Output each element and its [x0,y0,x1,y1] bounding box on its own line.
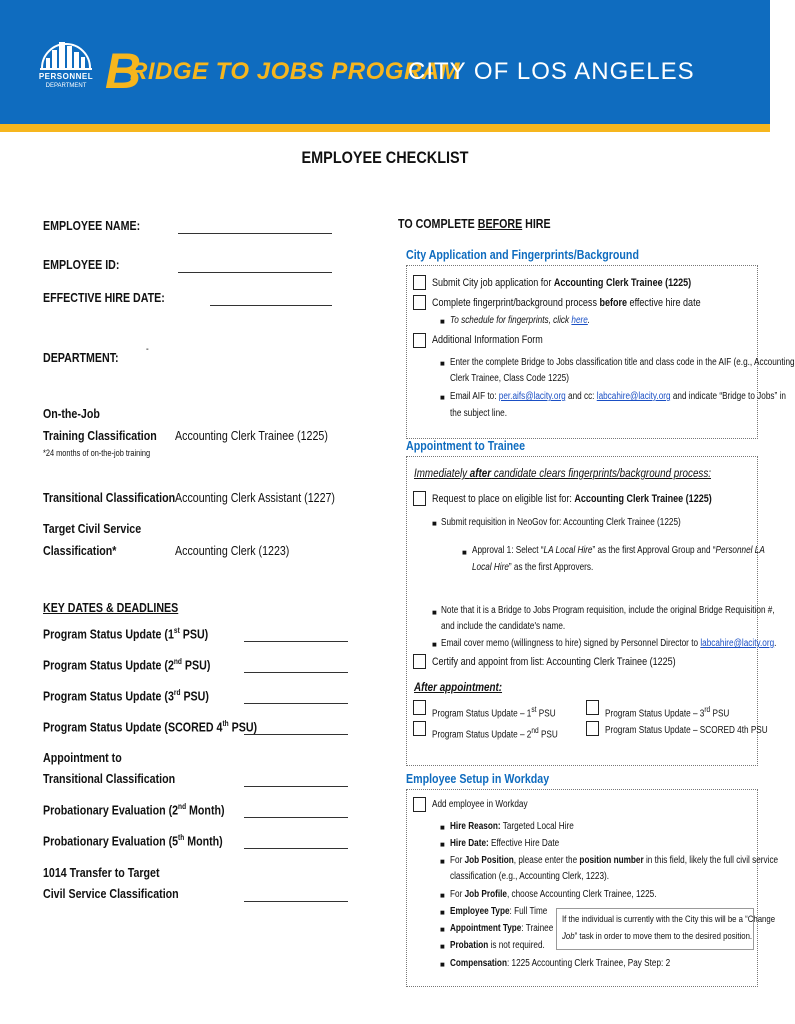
prob2-label: Probationary Evaluation (2nd Month) [43,802,225,818]
labcahire-email-link[interactable]: labcahire@lacity.org [596,391,671,402]
transfer-label-line1: 1014 Transfer to Target [43,865,160,880]
item-certify: Certify and appoint from list: Accounting Clerk Trainee (1225) [432,656,676,668]
item-hire-reason: Hire Reason: Targeted Local Hire [450,821,574,832]
checkbox-aif[interactable] [413,333,426,348]
hire-date-label: EFFECTIVE HIRE DATE: [43,290,165,305]
psu1-label: Program Status Update (1st PSU) [43,626,209,642]
item-add-workday: Add employee in Workday [432,799,528,810]
checkbox-psu2[interactable] [413,721,426,736]
item-approval-line2: Local Hire” as the first Approvers. [472,562,594,573]
bullet-icon: ■ [432,608,437,617]
employee-id-field[interactable] [178,272,332,273]
item-hire-date: Hire Date: Effective Hire Date [450,838,560,849]
item-neogov-requisition: Submit requisition in NeoGov for: Accounting Clerk Trainee (1225) [441,517,681,528]
bullet-icon: ■ [440,925,445,934]
transfer-label-line2: Civil Service Classification [43,886,179,901]
bullet-icon: ■ [440,359,445,368]
item-psu4: Program Status Update – SCORED 4th PSU [605,725,768,736]
checkbox-eligible-list[interactable] [413,491,426,506]
program-title: RIDGE TO JOBS PROGRAM [130,58,461,85]
checkbox-certify[interactable] [413,654,426,669]
item-fingerprint: Complete fingerprint/background process before effective hire date [432,297,701,309]
bullet-icon: ■ [440,317,445,326]
transfer-date-field[interactable] [244,901,348,902]
checkbox-submit-application[interactable] [413,275,426,290]
section-appointment-title: Appointment to Trainee [406,438,526,453]
bullet-icon: ■ [462,548,467,557]
item-approval-line1: Approval 1: Select “LA Local Hire” as the first Approval Group and “Personnel LA [472,545,765,556]
bullet-icon: ■ [440,840,445,849]
title-initial: B [105,43,142,99]
employee-name-field[interactable] [178,233,332,234]
checkbox-fingerprint[interactable] [413,295,426,310]
prob5-date-field[interactable] [244,848,348,849]
aif-email-link[interactable]: per.aifs@lacity.org [498,391,566,402]
appointment-label-line1: Appointment to [43,750,122,765]
item-submit-application: Submit City job application for Accounting Clerk Trainee (1225) [432,277,692,289]
logo-text-personnel: PERSONNEL [38,72,94,81]
appointment-intro: Immediately after candidate clears fingerprints/background process: [414,466,712,480]
before-hire-heading: TO COMPLETE BEFORE HIRE [398,216,551,231]
header-stripe [0,124,770,132]
transitional-label: Transitional Classification [43,490,176,505]
after-appointment-label: After appointment: [414,680,503,694]
ojt-label-line1: On-the-Job [43,406,100,421]
bullet-icon: ■ [440,908,445,917]
psu1-date-field[interactable] [244,641,348,642]
bullet-icon: ■ [432,519,437,528]
item-job-position-line2: classification (e.g., Accounting Clerk, 1223). [450,871,610,882]
checkbox-psu1[interactable] [413,700,426,715]
item-aif-email: Email AIF to: per.aifs@lacity.org and cc: labcahire@lacity.org and indicate “Bridge to Jobs” in [450,391,786,402]
item-appointment-type: Appointment Type: Trainee [450,923,554,934]
ojt-value: Accounting Clerk Trainee (1225) [175,428,328,443]
fingerprint-here-link[interactable]: here [571,315,588,326]
item-job-position: For Job Position, please enter the position number in this field, likely the full civil service [450,855,779,866]
item-eligible-list: Request to place on eligible list for: Accounting Clerk Trainee (1225) [432,493,712,505]
item-bridge-note-line2: and include the candidate's name. [441,621,566,632]
item-aif: Additional Information Form [432,334,543,346]
psu2-label: Program Status Update (2nd PSU) [43,657,211,673]
psu4-date-field[interactable] [244,734,348,735]
ojt-note: *24 months of on-the-job training [43,448,151,458]
city-title: CITY OF LOS ANGELES [408,58,695,85]
logo-text-department: DEPARTMENT [45,83,87,89]
psu3-label: Program Status Update (3rd PSU) [43,688,209,704]
item-psu2: Program Status Update – 2nd PSU [432,726,558,741]
checkbox-add-workday[interactable] [413,797,426,812]
callout-line1: If the individual is currently with the City this will be a “Change [562,914,776,925]
key-dates-title: KEY DATES & DEADLINES [43,600,179,615]
appointment-label-line2: Transitional Classification [43,771,176,786]
ojt-label-line2: Training Classification [43,428,157,443]
item-employee-type: Employee Type: Full Time [450,906,548,917]
item-psu3: Program Status Update – 3rd PSU [605,705,730,720]
target-label-line1: Target Civil Service [43,521,142,536]
page-title: EMPLOYEE CHECKLIST [301,148,469,167]
psu2-date-field[interactable] [244,672,348,673]
bullet-icon: ■ [440,891,445,900]
item-probation: Probation is not required. [450,940,545,951]
employee-id-label: EMPLOYEE ID: [43,257,120,272]
department-label: DEPARTMENT: [43,350,119,365]
city-skyline-icon [34,30,98,74]
callout-line2: Job” task in order to move them to the desired position. [562,931,753,942]
transitional-value: Accounting Clerk Assistant (1227) [175,490,335,505]
bullet-icon: ■ [440,942,445,951]
item-job-profile: For Job Profile, choose Accounting Clerk Trainee, 1225. [450,889,657,900]
prob5-label: Probationary Evaluation (5th Month) [43,833,223,849]
checkbox-psu4[interactable] [586,721,599,736]
target-label-line2: Classification* [43,543,117,558]
bullet-icon: ■ [440,823,445,832]
hire-date-field[interactable] [210,305,332,306]
psu4-label: Program Status Update (SCORED 4th PSU) [43,719,258,735]
checkbox-psu3[interactable] [586,700,599,715]
department-mark: - [146,344,149,355]
item-aif-enter-line1: Enter the complete Bridge to Jobs classification title and class code in the AIF (e.g., Accounting [450,357,795,368]
bullet-icon: ■ [440,393,445,402]
item-cover-memo: Email cover memo (willingness to hire) signed by Personnel Director to labcahire@lacity.org. [441,638,777,649]
cover-memo-email-link[interactable]: labcahire@lacity.org [700,638,775,649]
target-value: Accounting Clerk (1223) [175,543,290,558]
bullet-icon: ■ [440,960,445,969]
appointment-date-field[interactable] [244,786,348,787]
item-bridge-note-line1: Note that it is a Bridge to Jobs Program requisition, include the original Bridge Requisition #, [441,605,775,616]
bullet-icon: ■ [432,640,437,649]
personnel-logo [34,30,98,100]
prob2-date-field[interactable] [244,817,348,818]
section-application-title: City Application and Fingerprints/Background [406,247,639,262]
bullet-icon: ■ [440,857,445,866]
item-compensation: Compensation: 1225 Accounting Clerk Trainee, Pay Step: 2 [450,958,671,969]
psu3-date-field[interactable] [244,703,348,704]
item-fingerprint-schedule: To schedule for fingerprints, click here. [450,315,591,326]
item-aif-email-line2: the subject line. [450,408,507,419]
item-psu1: Program Status Update – 1st PSU [432,705,556,720]
employee-name-label: EMPLOYEE NAME: [43,218,141,233]
section-workday-title: Employee Setup in Workday [406,771,550,786]
item-aif-enter-line2: Clerk Trainee, Class Code 1225) [450,373,569,384]
